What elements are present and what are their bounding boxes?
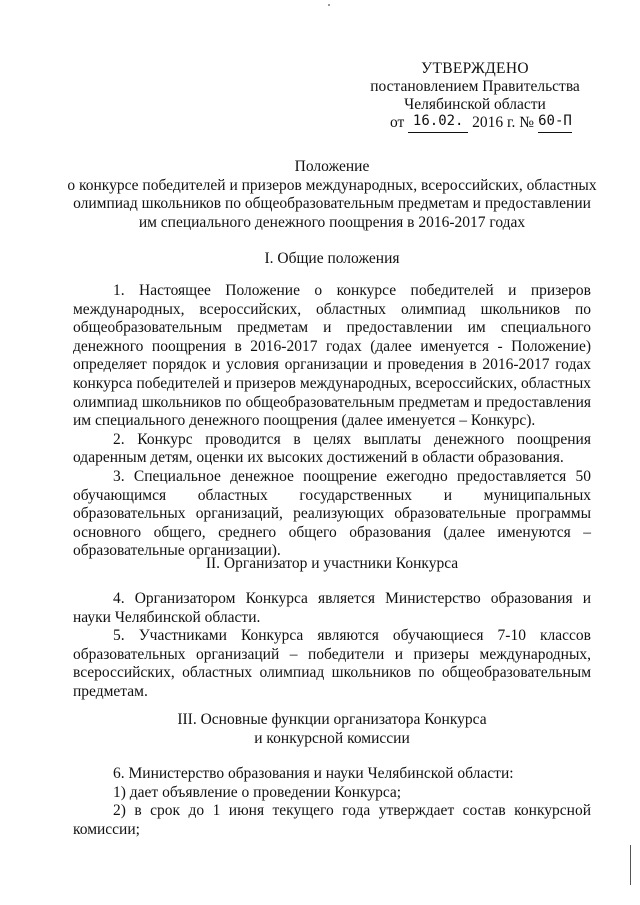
list-item-2: 2) в срок до 1 июня текущего года утверждает состав конкурсной комиссии; bbox=[73, 802, 591, 838]
approval-title: УТВЕРЖДЕНО bbox=[421, 60, 529, 77]
scan-edge-mark bbox=[630, 845, 631, 885]
paragraph-5: 5. Участниками Конкурса являются обучающиеся 7-10 классов образовательных организаций – победители и призеры международных, всероссийских, областных олимпиад школьников по общеобразовательным предметам. bbox=[73, 627, 591, 700]
paragraph-3: 3. Специальное денежное поощрение ежегодно предоставляется 50 обучающимся областных государственных и муниципальных образовательных организаций, реализующих образовательные программы основного общего, среднего общего образования (далее именуются – образовательные организации). bbox=[73, 467, 591, 560]
document-heading bbox=[67, 158, 597, 232]
list-item-1: 1) дает объявление о проведении Конкурса; bbox=[113, 783, 402, 801]
section-1-body bbox=[73, 282, 591, 561]
section-2-title: II. Организатор и участники Конкурса bbox=[205, 555, 459, 572]
date-prefix: от bbox=[390, 114, 405, 131]
paragraph-4: 4. Организатором Конкурса является Министерство образования и науки Челябинской области. bbox=[73, 590, 591, 626]
heading-line-2: олимпиад школьников по общеобразовательным предметам и предоставлении bbox=[73, 195, 591, 213]
approval-line-2: Челябинской области bbox=[404, 96, 546, 113]
year-text: 2016 г. № bbox=[472, 114, 535, 131]
approval-date-line bbox=[390, 114, 572, 133]
heading-title: Положение bbox=[294, 158, 370, 175]
section-3-title-line-2: и конкурсной комиссии bbox=[254, 729, 410, 747]
section-3-body bbox=[73, 765, 591, 839]
paragraph-2: 2. Конкурс проводится в целях выплаты денежного поощрения одаренным детям, оценки их высоких достижений в области образования. bbox=[73, 430, 591, 467]
section-3-title bbox=[73, 711, 591, 748]
approval-line-1: постановлением Правительства bbox=[370, 78, 580, 95]
handwritten-date: 16.02. bbox=[412, 113, 464, 129]
scan-speck bbox=[328, 4, 330, 6]
heading-line-3: им специального денежного поощрения в 2016-2017 годах bbox=[138, 213, 526, 231]
approval-stamp bbox=[360, 60, 590, 114]
handwritten-number: 60-П bbox=[538, 113, 572, 129]
section-1-title: I. Общие положения bbox=[264, 250, 400, 267]
section-2-body bbox=[73, 590, 591, 702]
paragraph-1: 1. Настоящее Положение о конкурсе победителей и призеров международных, всероссийских, областных олимпиад школьников по общеобразовательным предметам и предоставлении им специального денежного поощрения в 2016-2017 годах (далее именуется - Положение) определяет порядок и условия организации и проведения в 2016-2017 годах конкурса победителей и призеров международных, всероссийских, областных олимпиад школьников по общеобразовательным предметам и предоставления им специального денежного поощрения (далее именуется – Конкурс). bbox=[73, 282, 591, 430]
section-3-title-line-1: III. Основные функции организатора Конкурса bbox=[177, 711, 487, 728]
paragraph-6: 6. Министерство образования и науки Челябинской области: bbox=[113, 765, 514, 782]
heading-line-1: о конкурсе победителей и призеров международных, всероссийских, областных bbox=[67, 176, 597, 194]
